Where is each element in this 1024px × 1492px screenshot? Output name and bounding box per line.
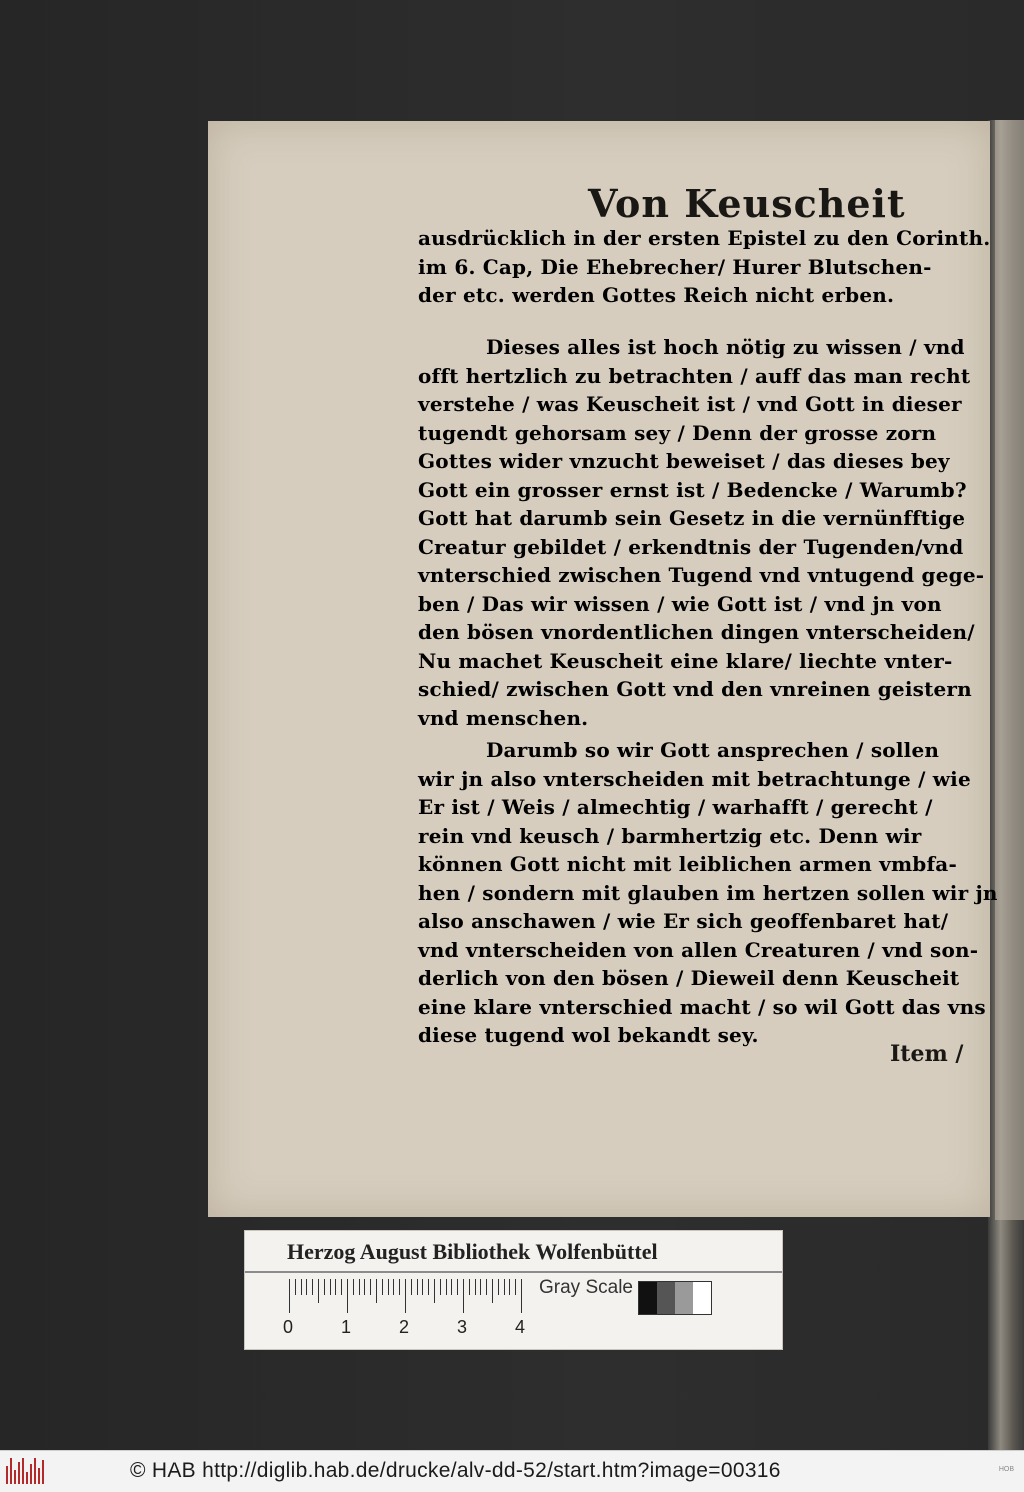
text-line: im 6. Cap, Die Ehebrecher/ Hurer Blutschen- <box>418 254 932 279</box>
paragraph-2 <box>418 333 984 732</box>
ruler-tick <box>393 1279 394 1295</box>
ruler-tick <box>312 1279 313 1295</box>
scale-ruler <box>289 1279 521 1315</box>
text-line: Gott ein grosser ernst ist / Bedencke / Warumb? <box>418 477 967 502</box>
book-page <box>208 121 998 1217</box>
logo-bar <box>22 1458 24 1484</box>
ruler-tick <box>289 1279 290 1313</box>
ruler-tick <box>301 1279 302 1295</box>
text-line: rein vnd keusch / barmhertzig etc. Denn wir <box>418 823 922 848</box>
logo-bar <box>38 1468 40 1484</box>
text-line: tugendt gehorsam sey / Denn der grosse zorn <box>418 420 937 445</box>
ruler-tick <box>382 1279 383 1295</box>
ruler-tick <box>440 1279 441 1295</box>
text-line: Gottes wider vnzucht beweiset / das dieses bey <box>418 449 950 473</box>
ruler-tick <box>480 1279 481 1295</box>
footer-mini-label: HOB <box>998 1466 1014 1473</box>
ruler-tick <box>347 1279 348 1313</box>
ruler-tick <box>417 1279 418 1295</box>
text-line: ben / Das wir wissen / wie Gott ist / vnd jn von <box>418 591 942 616</box>
gray-scale-swatches <box>638 1281 712 1315</box>
logo-bar <box>26 1472 28 1484</box>
color-calibration-card <box>244 1230 783 1350</box>
logo-bar <box>34 1458 36 1484</box>
ruler-tick <box>411 1279 412 1295</box>
ruler-tick <box>428 1279 429 1295</box>
text-line: offt hertzlich zu betrachten / auff das man recht <box>418 363 971 388</box>
paragraph-3 <box>418 736 998 1050</box>
library-title: Herzog August Bibliothek Wolfenbüttel <box>287 1239 658 1264</box>
ruler-tick <box>498 1279 499 1295</box>
ruler-tick <box>376 1279 377 1303</box>
text-line: der etc. werden Gottes Reich nicht erben. <box>418 283 895 307</box>
logo-bar <box>10 1458 12 1484</box>
ruler-tick <box>463 1279 464 1313</box>
text-line: derlich von den bösen / Dieweil denn Keuscheit <box>418 966 960 990</box>
text-line: Gott hat darumb sein Gesetz in die vernünfftige <box>418 506 966 530</box>
ruler-tick <box>306 1279 307 1295</box>
next-page-edge <box>995 120 1024 1220</box>
logo-bar <box>18 1462 20 1484</box>
ruler-tick <box>359 1279 360 1295</box>
text-line: wir jn also vnterscheiden mit betrachtunge / wie <box>418 766 971 791</box>
ruler-tick <box>324 1279 325 1295</box>
hab-logo-icon <box>6 1458 46 1484</box>
ruler-tick <box>422 1279 423 1295</box>
gray-swatch <box>639 1282 657 1314</box>
text-line: Nu machet Keuscheit eine klare/ liechte vnter- <box>418 648 953 673</box>
ruler-tick <box>457 1279 458 1295</box>
text-line: also anschawen / wie Er sich geoffenbaret hat/ <box>418 909 949 933</box>
ruler-tick <box>469 1279 470 1295</box>
footer-citation[interactable]: © HAB http://diglib.hab.de/drucke/alv-dd-52/start.htm?image=00316 <box>130 1459 781 1482</box>
ruler-tick <box>370 1279 371 1295</box>
ruler-tick <box>451 1279 452 1295</box>
ruler-tick <box>364 1279 365 1295</box>
gray-swatch <box>693 1282 711 1314</box>
scale-number: 3 <box>457 1317 468 1337</box>
scale-number: 2 <box>399 1317 410 1337</box>
ruler-tick <box>330 1279 331 1295</box>
text-line: Dieses alles ist hoch nötig zu wissen / vnd <box>486 335 965 359</box>
ruler-tick <box>515 1279 516 1295</box>
text-line: vnd menschen. <box>418 705 589 730</box>
footer-bar <box>0 1450 1024 1492</box>
ruler-tick <box>399 1279 400 1295</box>
text-line: diese tugend wol bekandt sey. <box>418 1023 759 1047</box>
ruler-tick <box>341 1279 342 1295</box>
ruler-tick <box>335 1279 336 1295</box>
logo-bar <box>14 1470 16 1484</box>
ruler-tick <box>492 1279 493 1303</box>
ruler-tick <box>318 1279 319 1303</box>
text-line: vnterschied zwischen Tugend vnd vntugend gege- <box>418 563 985 587</box>
text-line: können Gott nicht mit leiblichen armen vmbfa- <box>418 852 957 876</box>
card-divider <box>245 1271 782 1273</box>
gray-swatch <box>675 1282 693 1314</box>
scale-number: 0 <box>283 1317 294 1337</box>
logo-bar <box>6 1466 8 1484</box>
running-head: Von Keuscheit <box>588 181 906 226</box>
text-line: verstehe / was Keuscheit ist / vnd Gott in dieser <box>418 392 962 416</box>
text-line: den bösen vnordentlichen dingen vnterscheiden/ <box>418 620 975 644</box>
text-line: Er ist / Weis / almechtig / warhafft / gerecht / <box>418 795 933 819</box>
text-line: vnd vnterscheiden von allen Creaturen / vnd son- <box>418 937 979 962</box>
catchword: Item / <box>890 1041 964 1067</box>
text-line: schied/ zwischen Gott vnd den vnreinen geistern <box>418 677 972 701</box>
gray-scale-label: Gray Scale <box>539 1277 633 1298</box>
ruler-tick <box>405 1279 406 1313</box>
ruler-tick <box>486 1279 487 1295</box>
logo-bar <box>42 1460 44 1484</box>
paragraph-1 <box>418 224 990 310</box>
gray-swatch <box>657 1282 675 1314</box>
ruler-tick <box>446 1279 447 1295</box>
ruler-tick <box>509 1279 510 1295</box>
ruler-tick <box>475 1279 476 1295</box>
text-line: Darumb so wir Gott ansprechen / sollen <box>486 738 940 762</box>
ruler-tick <box>353 1279 354 1295</box>
scale-number: 4 <box>515 1317 526 1337</box>
text-line: ausdrücklich in der ersten Epistel zu den Corinth. <box>418 226 991 250</box>
ruler-tick <box>295 1279 296 1295</box>
text-line: hen / sondern mit glauben im hertzen sollen wir jn <box>418 880 998 905</box>
text-line: Creatur gebildet / erkendtnis der Tugenden/vnd <box>418 534 964 559</box>
logo-bar <box>30 1464 32 1484</box>
scale-number: 1 <box>341 1317 352 1337</box>
ruler-tick <box>388 1279 389 1295</box>
ruler-tick <box>434 1279 435 1303</box>
ruler-tick <box>504 1279 505 1295</box>
ruler-tick <box>521 1279 522 1313</box>
text-line: eine klare vnterschied macht / so wil Gott das vns <box>418 994 986 1019</box>
